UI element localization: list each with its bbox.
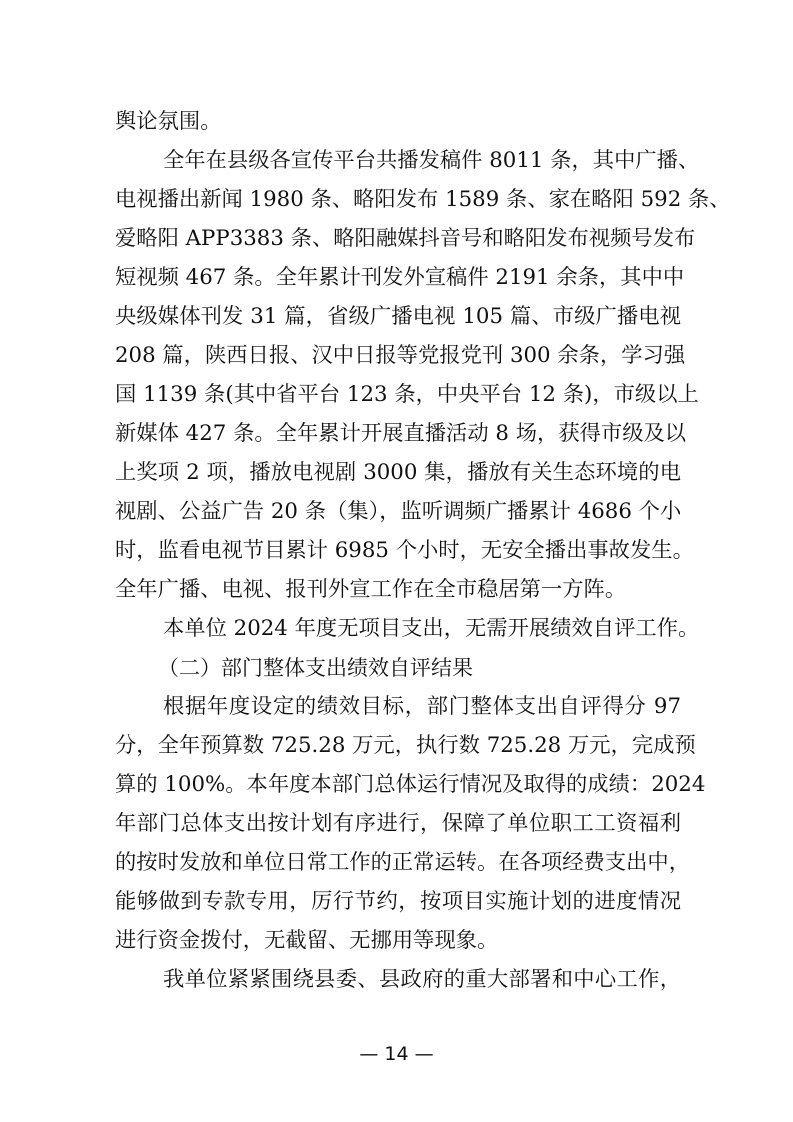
paragraph-line: 能够做到专款专用，厉行节约，按项目实施计划的进度情况	[115, 889, 681, 914]
paragraph-line: 分，全年预算数 725.28 万元，执行数 725.28 万元，完成预	[115, 733, 696, 758]
paragraph-line: 根据年度设定的绩效目标，部门整体支出自评得分 97	[163, 694, 681, 719]
paragraph-line: 央级媒体刊发 31 篇，省级广播电视 105 篇、市级广播电视	[115, 304, 681, 329]
paragraph-line: 的按时发放和单位日常工作的正常运转。在各项经费支出中，	[115, 850, 691, 875]
paragraph-line: 上奖项 2 项，播放电视剧 3000 集，播放有关生态环境的电	[115, 460, 681, 485]
paragraph-line: 本单位 2024 年度无项目支出，无需开展绩效自评工作。	[163, 616, 700, 641]
paragraph-line: 国 1139 条(其中省平台 123 条，中央平台 12 条)，市级以上	[115, 382, 699, 407]
paragraph-line: 208 篇，陕西日报、汉中日报等党报党刊 300 余条，学习强	[115, 343, 686, 368]
paragraph-line: 全年在县级各宣传平台共播发稿件 8011 条，其中广播、	[163, 148, 700, 173]
paragraph-line: 进行资金拨付，无截留、无挪用等现象。	[115, 928, 499, 953]
paragraph-line: 年部门总体支出按计划有序进行，保障了单位职工工资福利	[115, 811, 681, 836]
page-number: — 14 —	[359, 1043, 434, 1065]
paragraph-line: 电视播出新闻 1980 条、略阳发布 1589 条、家在略阳 592 条、	[115, 187, 731, 212]
paragraph-line: 短视频 467 条。全年累计刊发外宣稿件 2191 余条，其中中	[115, 265, 685, 290]
paragraph-line: 舆论氛围。	[115, 109, 222, 134]
section-heading: （二）部门整体支出绩效自评结果	[158, 656, 473, 680]
paragraph-line: 我单位紧紧围绕县委、县政府的重大部署和中心工作，	[163, 967, 681, 992]
paragraph-line: 新媒体 427 条。全年累计开展直播活动 8 场，获得市级及以	[115, 421, 687, 446]
paragraph-line: 爱略阳 APP3383 条、略阳融媒抖音号和略阳发布视频号发布	[115, 226, 696, 251]
paragraph-line: 算的 100%。本年度本部门总体运行情况及取得的成绩：2024	[115, 772, 706, 797]
paragraph-line: 全年广播、电视、报刊外宣工作在全市稳居第一方阵。	[115, 577, 627, 602]
paragraph-line: 视剧、公益广告 20 条（集），监听调频广播累计 4686 个小	[115, 499, 682, 524]
paragraph-line: 时，监看电视节目累计 6985 个小时，无安全播出事故发生。	[115, 538, 694, 563]
